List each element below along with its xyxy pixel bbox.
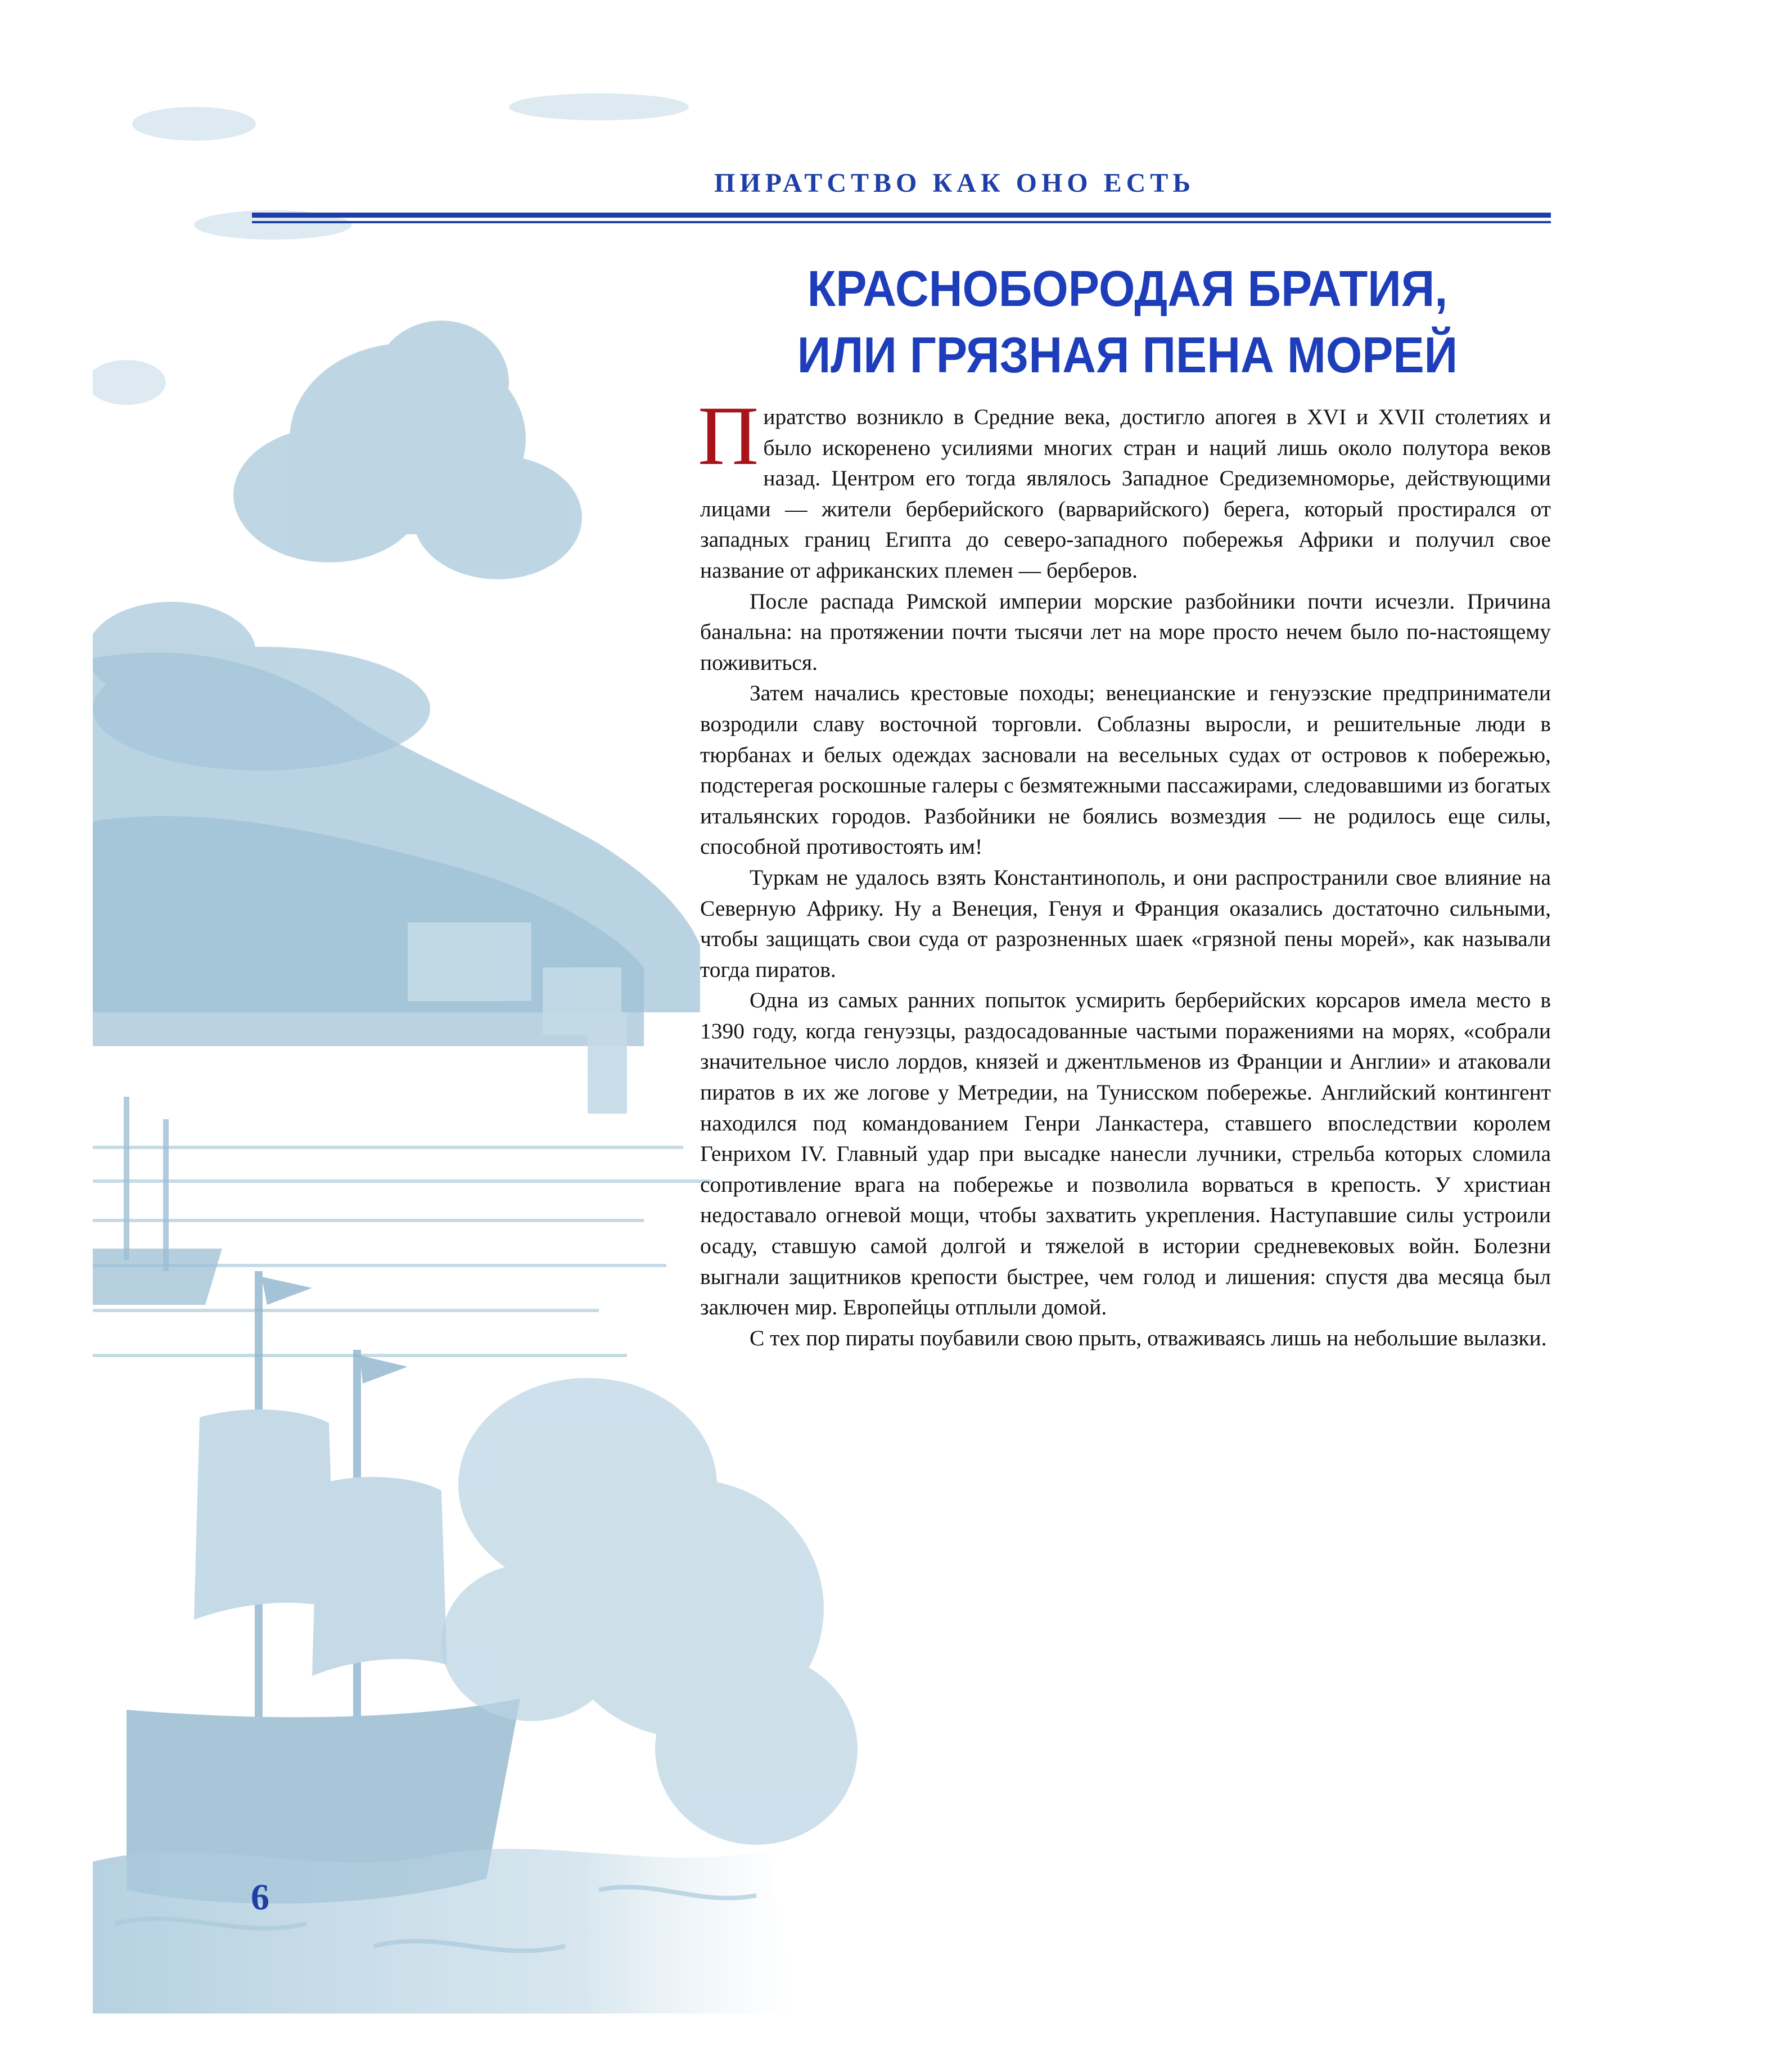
chapter-title: [737, 256, 1518, 389]
chapter-title-line-2: ИЛИ ГРЯЗНАЯ ПЕНА МОРЕЙ: [797, 327, 1458, 384]
page-number: 6: [251, 1877, 269, 1918]
paragraph-3: Затем начались крестовые походы; венецианские и генуэзские предприниматели возродили славу восточной торговли. Соблазны выросли, и решительные люди в тюрбанах и белых одеждах засновали на весельных судах от островов к побережью, подстерегая роскошные галеры с безмятежными пассажирами, следовавшими из богатых итальянских городов. Разбойники не боялись возмездия — не родилось еще силы, способной противостоять им!: [700, 681, 1551, 859]
paragraph-6: С тех пор пираты поубавили свою прыть, отваживаясь лишь на небольшие вылазки.: [750, 1325, 1547, 1350]
header-rule-thin: [252, 221, 1551, 223]
article-body: [698, 389, 1551, 1353]
chapter-title-line-1: КРАСНОБОРОДАЯ БРАТИЯ,: [807, 261, 1448, 317]
paragraph-4: Туркам не удалось взять Константинополь, и они распространили свое влияние на Северную Африку. Ну а Венеция, Генуя и Франция оказались достаточно сильными, чтобы защищать свои суда от разрозненных шаек «грязной пены морей», как называли тогда пиратов.: [700, 864, 1551, 982]
header-rule-thick: [252, 213, 1551, 218]
paragraph-5: Одна из самых ранних попыток усмирить берберийских корсаров имела место в 1390 году, когда генуэзцы, раздосадованные частыми поражениями на морях, «собрали значительное число лордов, князей и джентльменов из Франции и Англии» и атаковали пиратов в их же логове у Метредии, на Тунисском побережье. Английский контингент находился под командованием Генри Ланкастера, ставшего впоследствии королем Генрихом IV. Главный удар при высадке нанесли лучники, стрельба которых сломила сопротивление врага на побережье и позволила ворваться в крепость. У христиан недоставало огневой мощи, чтобы захватить укрепления. Наступавшие силы устроили осаду, ставшую самой долгой и тяжелой в истории средневековых войн. Болезни выгнали защитников крепости быстрее, чем голод и лишения: спустя два месяца был заключен мир. Европейцы отплыли домой.: [700, 988, 1551, 1320]
paragraph-2: После распада Римской империи морские разбойники почти исчезли. Причина банальна: на протяжении почти тысячи лет на море просто нечем было по-настоящему поживиться.: [700, 588, 1551, 675]
running-head: ПИРАТСТВО КАК ОНО ЕСТЬ: [714, 168, 1195, 198]
paragraph-1: [698, 389, 1551, 586]
paragraph-1-text: иратство возникло в Средние века, достигло апогея в XVI и XVII столетиях и было искоренено усилиями многих стран и наций лишь около полутора веков назад. Центром его тогда являлось Западное Средиземноморье, действующими лицами — жители берберийского (варварийского) берега, который простирался от западных границ Египта до северо-западного побережья Африки и получил свое название от африканских племен — берберов.: [700, 404, 1551, 583]
drop-cap: П: [698, 389, 759, 483]
